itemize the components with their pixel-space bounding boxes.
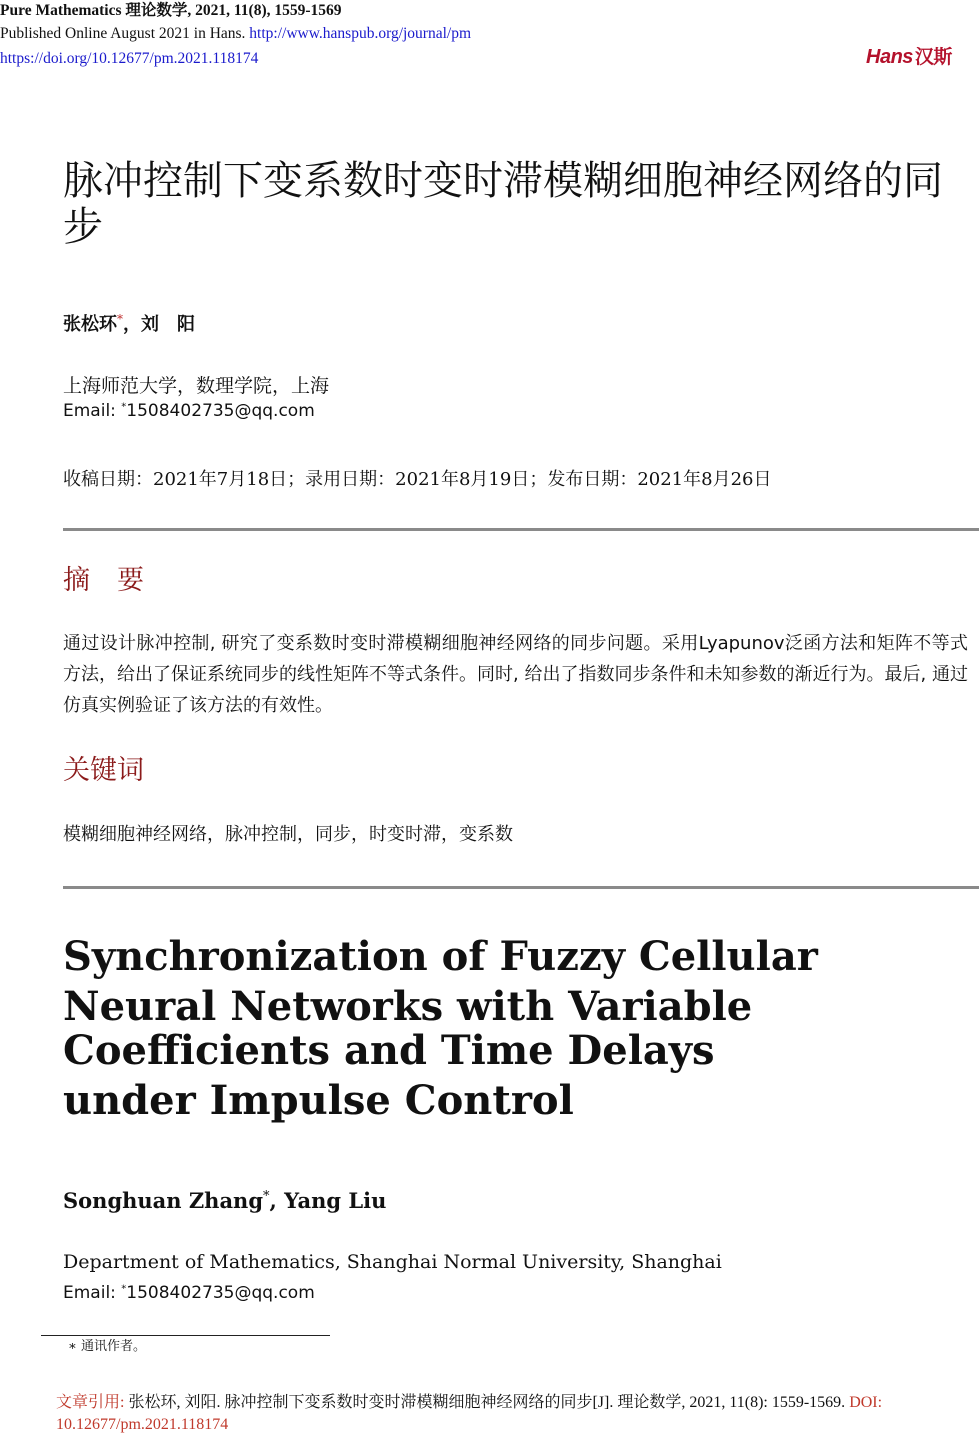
keywords-heading: 关键词 bbox=[63, 755, 144, 786]
email-address-cn[interactable]: 1508402735@qq.com bbox=[126, 401, 315, 421]
email-cn bbox=[63, 401, 315, 421]
abstract-heading: 摘 要 bbox=[63, 565, 144, 596]
keywords-text: 模糊细胞神经网络，脉冲控制，同步，时变时滞，变系数 bbox=[63, 824, 513, 845]
citation-doi[interactable]: DOI: 10.12677/pm.2021.118174 bbox=[56, 1394, 883, 1433]
footnote-mark: ∗ bbox=[68, 1339, 77, 1354]
title-cn: 脉冲控制下变系数时变时滞模糊细胞神经网络的同步 bbox=[63, 158, 943, 250]
email-label-en: Email: bbox=[63, 1283, 122, 1303]
title-en-line3: Coefficients and Time Delays bbox=[63, 1027, 715, 1074]
title-en-line1: Synchronization of Fuzzy Cellular bbox=[63, 933, 818, 980]
divider-top bbox=[63, 528, 979, 531]
author1-en: Songhuan Zhang bbox=[63, 1188, 264, 1213]
author1-cn: 张松环 bbox=[63, 314, 117, 335]
published-text: Published Online August 2021 in Hans. bbox=[0, 25, 246, 42]
logo-cn: 汉斯 bbox=[914, 46, 952, 68]
published-line bbox=[0, 23, 471, 45]
title-en-line2: Neural Networks with Variable bbox=[63, 983, 753, 1030]
corresponding-mark-cn: * bbox=[117, 312, 123, 326]
email-mark-en: * bbox=[121, 1283, 127, 1295]
abstract-text: 通过设计脉冲控制, 研究了变系数时变时滞模糊细胞神经网络的同步问题。采用Lyapunov泛函方法和矩阵不等式方法，给出了保证系统同步的线性矩阵不等式条件。同时, 给出了指数同步条件和未知参数的渐近行为。最后, 通过仿真实例验证了该方法的有效性。 bbox=[63, 633, 968, 716]
journal-link[interactable]: http://www.hanspub.org/journal/pm bbox=[249, 25, 472, 42]
journal-line bbox=[0, 0, 342, 22]
doi-link[interactable]: https://doi.org/10.12677/pm.2021.118174 bbox=[0, 50, 259, 67]
title-en bbox=[63, 932, 963, 1126]
author-separator-cn: ， bbox=[123, 314, 141, 335]
citation bbox=[56, 1392, 936, 1436]
affiliation-cn: 上海师范大学，数理学院，上海 bbox=[63, 375, 330, 397]
hans-logo bbox=[866, 42, 952, 69]
email-label-cn: Email: bbox=[63, 401, 122, 421]
logo-latin: Hans bbox=[866, 46, 913, 68]
email-mark-cn: * bbox=[121, 401, 127, 413]
authors-en bbox=[63, 1188, 386, 1213]
submission-dates: 收稿日期：2021年7月18日；录用日期：2021年8月19日；发布日期：2021年8月26日 bbox=[63, 469, 772, 490]
citation-text: 张松环, 刘阳. 脉冲控制下变系数时变时滞模糊细胞神经网络的同步[J]. 理论数学, 2021, 11(8): 1559-1569. bbox=[124, 1394, 846, 1411]
affiliation-en: Department of Mathematics, Shanghai Normal University, Shanghai bbox=[63, 1251, 722, 1273]
journal-title: Pure Mathematics 理论数学, 2021, 11(8), 1559-1569 bbox=[0, 2, 342, 19]
email-address-en[interactable]: 1508402735@qq.com bbox=[126, 1283, 315, 1303]
citation-label: 文章引用: bbox=[56, 1394, 125, 1411]
divider-middle bbox=[63, 886, 979, 889]
title-en-line4: under Impulse Control bbox=[63, 1077, 574, 1124]
doi-line bbox=[0, 48, 258, 70]
footnote bbox=[68, 1335, 146, 1354]
email-en bbox=[63, 1283, 315, 1303]
author2-en: , Yang Liu bbox=[269, 1188, 387, 1213]
corresponding-mark-en: * bbox=[263, 1189, 270, 1204]
authors-cn bbox=[63, 310, 195, 336]
author2-cn: 刘 阳 bbox=[141, 314, 195, 335]
footnote-text: 通讯作者。 bbox=[80, 1339, 146, 1354]
